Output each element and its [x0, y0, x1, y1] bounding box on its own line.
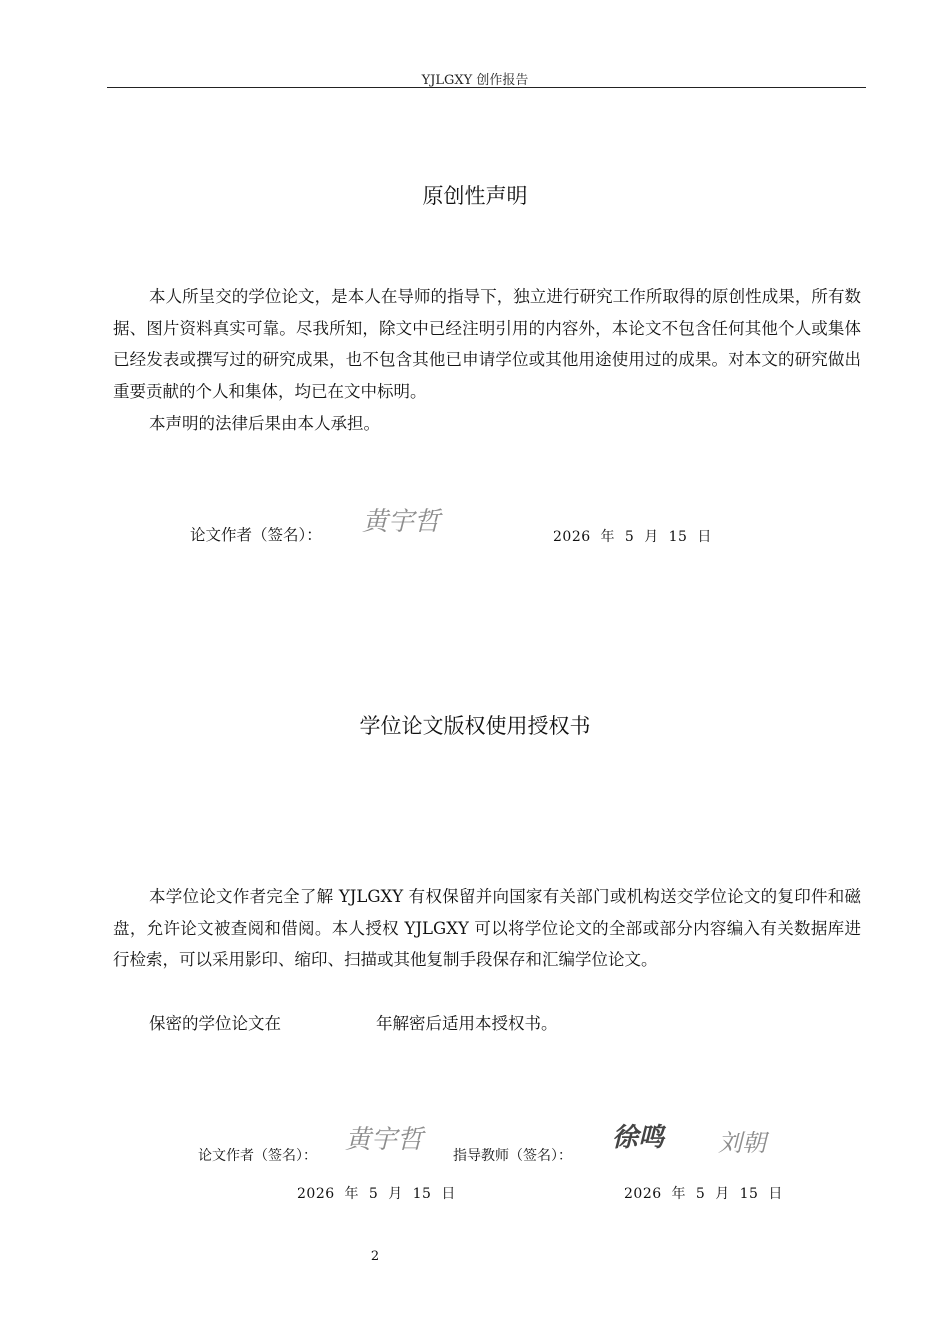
header-divider [107, 87, 866, 88]
secret-prefix: 保密的学位论文在 [149, 1014, 281, 1033]
secret-suffix: 年解密后适用本授权书。 [376, 1014, 558, 1033]
author-date: 2026 年 5 月 15 日 [297, 1186, 456, 1202]
page-header: YJLGXY 创作报告 [421, 73, 529, 88]
advisor-signature-label: 指导教师（签名）： [453, 1148, 572, 1164]
originality-body: 本人所呈交的学位论文，是本人在导师的指导下，独立进行研究工作所取得的原创性成果，所有数据、图片资料真实可靠。尽我所知，除文中已经注明引用的内容外，本论文不包含任何其他个人或集体已经发表或撰写过的研究成果，也不包含其他已申请学位或其他用途使用过的成果。对本文的研究做出重要贡献的个人和集体，均已在文中标明。 [113, 287, 861, 401]
author-signature-2 [343, 1118, 448, 1158]
author-signature-label: 论文作者（签名）： [190, 526, 322, 544]
advisor-date: 2026 年 5 月 15 日 [624, 1186, 783, 1202]
svg-text:黄宇哲: 黄宇哲 [362, 507, 441, 537]
copyright-title: 学位论文版权使用授权书 [359, 714, 591, 738]
advisor-signature-1 [612, 1118, 682, 1158]
svg-text:黄宇哲: 黄宇哲 [345, 1125, 424, 1155]
svg-text:刘朝: 刘朝 [718, 1129, 766, 1157]
advisor-signature-2 [718, 1125, 778, 1161]
svg-text:徐鸣: 徐鸣 [612, 1123, 665, 1153]
author-signature [360, 500, 470, 540]
page-number: 2 [370, 1249, 380, 1264]
originality-title: 原创性声明 [422, 184, 528, 208]
copyright-body: 本学位论文作者完全了解 YJLGXY 有权保留并向国家有关部门或机构送交学位论文的复印件和磁盘，允许论文被查阅和借阅。本人授权 YJLGXY 可以将学位论文的全部或部分内容编入有关数据库进行检索，可以采用影印、缩印、扫描或其他复制手段保存和汇编学位论文。 [113, 887, 861, 969]
originality-liability: 本声明的法律后果由本人承担。 [149, 414, 380, 433]
originality-date: 2026 年 5 月 15 日 [553, 529, 712, 545]
author-signature-label-2: 论文作者（签名）： [198, 1148, 317, 1164]
